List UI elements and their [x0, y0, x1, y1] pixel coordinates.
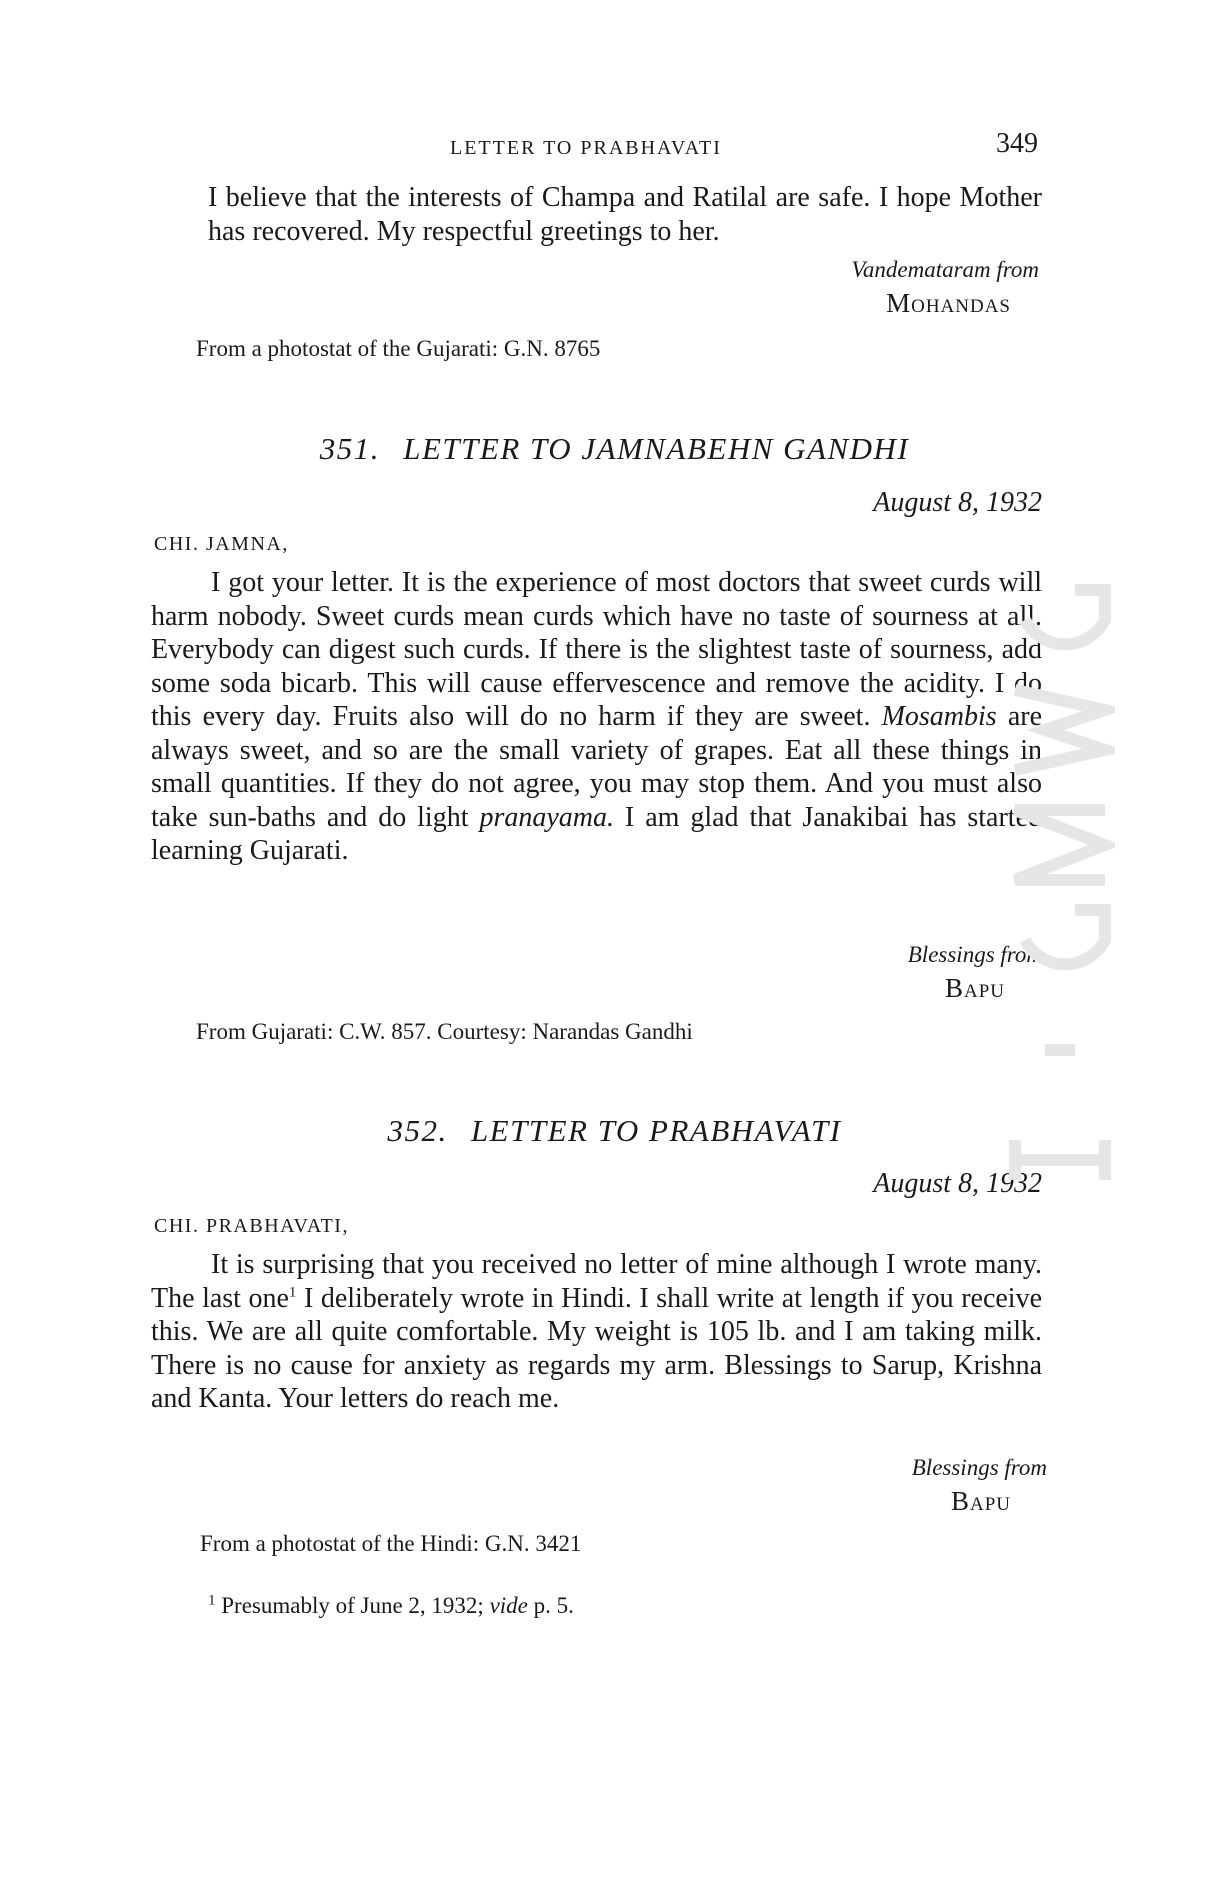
- footnote-text-2: p. 5.: [527, 1593, 574, 1618]
- letter-351-source: From Gujarati: C.W. 857. Courtesy: Narandas Gandhi: [196, 1019, 693, 1044]
- page-number: 349: [996, 128, 1038, 159]
- prev-letter-body: I believe that the interests of Champa and Ratilal are safe. I hope Mother has recovered. My respectful greetings to her.: [208, 182, 1042, 247]
- letter-352-body-part-2: I deliberately wrote in Hindi. I shall write at length if you receive this. We are all quite comfortable. My weight is 105 lb. and I am taking milk. There is no cause for anxiety as regards my arm. Blessings to Sarup, Krishna and Kanta. Your letters do reach me.: [151, 1282, 1043, 1414]
- footnote: [208, 1593, 574, 1619]
- letter-351-number: 351.: [319, 431, 380, 466]
- letter-352-title: LETTER TO PRABHAVATI: [470, 1113, 842, 1148]
- footnote-italic-vide: vide: [489, 1593, 528, 1618]
- watermark-logo: [1005, 580, 1115, 1260]
- letter-352-source: From a photostat of the Hindi: G.N. 3421: [200, 1531, 582, 1556]
- prev-letter-source: From a photostat of the Gujarati: G.N. 8765: [196, 336, 601, 361]
- letter-352-body: [151, 1248, 1042, 1416]
- letter-351-body-part-1: I got your letter. It is the experience of most doctors that sweet curds will harm nobody. Sweet curds mean curds which have no taste of sourness at all. Everybody can digest such curds. If there is the slightest taste of sourness, add some soda bicarb. This will cause effervescence and remove the acidity. I do this every day. Fruits also will do no harm if they are sweet.: [151, 567, 1042, 732]
- footnote-text-1: Presumably of June 2, 1932;: [215, 1593, 490, 1618]
- letter-352-body-part-1: It is surprising that you received no letter of mine although I wrote many. The last one: [151, 1249, 1042, 1314]
- letter-351-body-part-3: I am glad that Janakibai has started learning Gujarati.: [151, 801, 1042, 866]
- prev-letter-closing: Vandemataram from: [851, 257, 1039, 282]
- letter-351-body-part-2: are always sweet, and so are the small variety of grapes. Eat all these things in small quantities. If they do not agree, you may stop them. And you must also take sun-baths and do light: [151, 701, 1043, 833]
- letter-351-salutation: CHI. JAMNA,: [154, 533, 289, 555]
- letter-351-italic-pranayama: pranayama.: [479, 801, 614, 833]
- letter-352-closing: Blessings from: [911, 1455, 1047, 1480]
- letter-351-italic-mosambis: Mosambis: [881, 701, 997, 732]
- footnote-reference: 1: [288, 1284, 297, 1301]
- letter-351-date: August 8, 1932: [873, 487, 1042, 518]
- letter-352-signature: Bapu: [950, 1486, 1011, 1516]
- letter-351-closing: Blessings from: [907, 942, 1043, 967]
- prev-letter-signature: Mohandas: [886, 288, 1011, 318]
- letter-351-heading: [0, 431, 1229, 467]
- letter-352-salutation: CHI. PRABHAVATI,: [154, 1215, 349, 1237]
- letter-351-signature: Bapu: [944, 973, 1005, 1003]
- footnote-mark: 1: [208, 1592, 216, 1609]
- letter-351-body: [151, 566, 1042, 868]
- letter-352-date: August 8, 1932: [873, 1168, 1042, 1199]
- running-head: LETTER TO PRABHAVATI: [450, 137, 722, 159]
- letter-351-title: LETTER TO JAMNABEHN GANDHI: [403, 431, 910, 466]
- letter-352-number: 352.: [387, 1113, 448, 1148]
